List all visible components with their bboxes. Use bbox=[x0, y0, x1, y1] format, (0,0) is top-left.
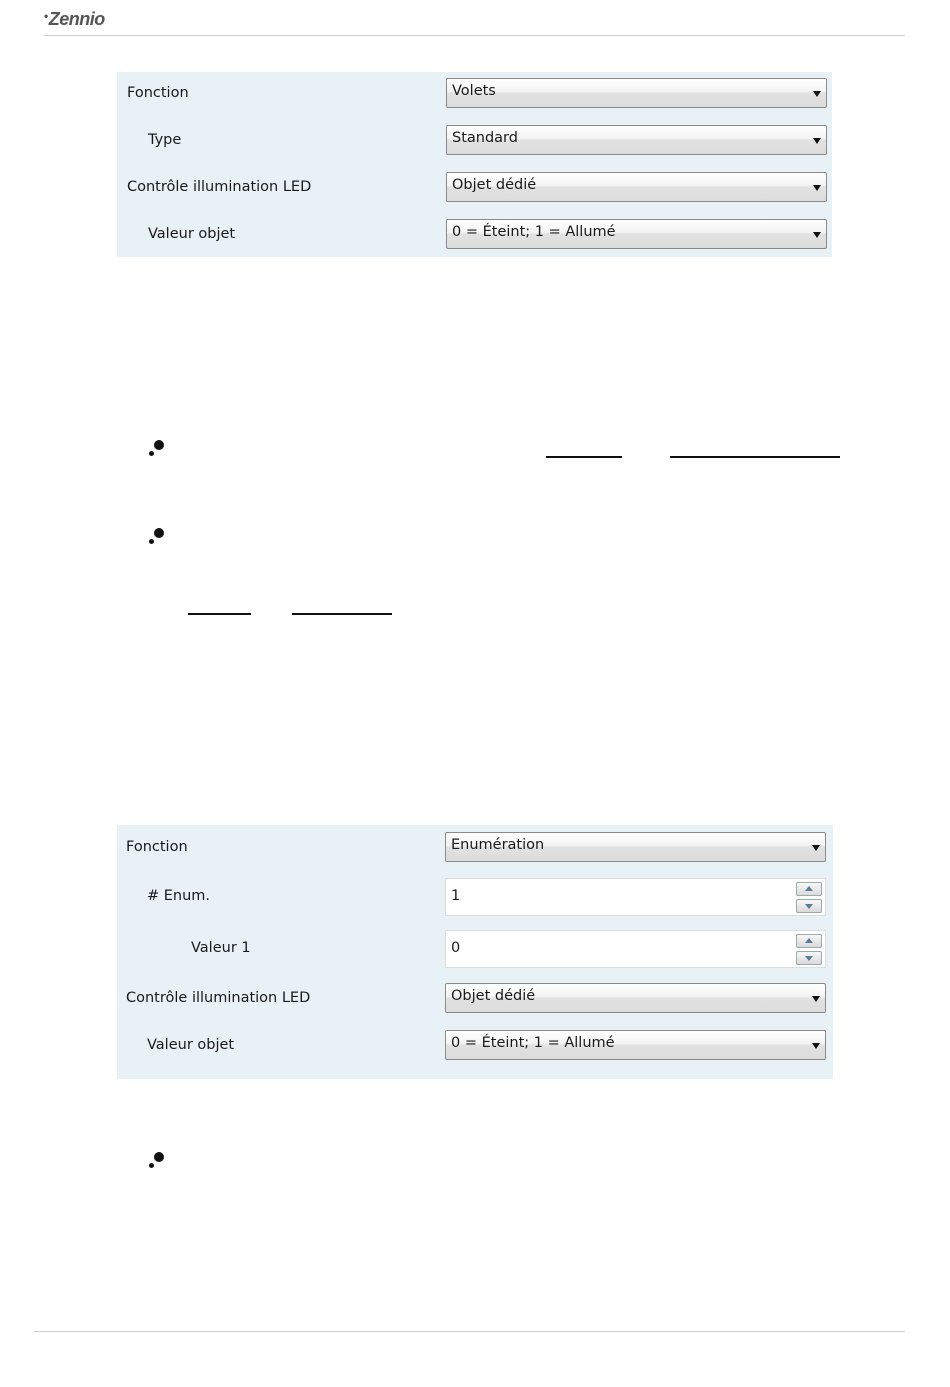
object-value-value: 0 = Éteint; 1 = Allumé bbox=[452, 224, 616, 240]
increment-button[interactable] bbox=[796, 882, 822, 896]
function-dropdown[interactable] bbox=[446, 78, 827, 108]
underline-mark bbox=[188, 613, 251, 615]
bullet-icon bbox=[148, 440, 168, 460]
bullet-icon bbox=[148, 528, 168, 548]
led-control-dropdown[interactable] bbox=[446, 172, 827, 202]
led-control-dropdown[interactable] bbox=[445, 983, 826, 1013]
function-value: Volets bbox=[452, 83, 496, 99]
led-control-value: Objet dédié bbox=[452, 177, 537, 193]
chevron-down-icon bbox=[813, 138, 821, 144]
arrow-up-icon bbox=[805, 886, 813, 891]
object-value-label: Valeur objet bbox=[148, 226, 236, 242]
function-label: Fonction bbox=[127, 85, 189, 101]
chevron-down-icon bbox=[813, 232, 821, 238]
footer-divider bbox=[34, 1331, 905, 1332]
arrow-down-icon bbox=[805, 904, 813, 909]
function-label: Fonction bbox=[126, 839, 188, 855]
object-value-dropdown[interactable] bbox=[446, 219, 827, 249]
led-control-value: Objet dédié bbox=[451, 988, 536, 1004]
object-value-label: Valeur objet bbox=[147, 1037, 235, 1053]
led-control-label: Contrôle illumination LED bbox=[126, 990, 311, 1006]
object-value-dropdown[interactable] bbox=[445, 1030, 826, 1060]
value-1-value: 0 bbox=[451, 940, 461, 956]
decrement-button[interactable] bbox=[796, 899, 822, 913]
enum-count-label: # Enum. bbox=[147, 888, 211, 904]
parameter-panel-enumeration bbox=[117, 825, 833, 1079]
chevron-down-icon bbox=[812, 845, 820, 851]
type-value: Standard bbox=[452, 130, 518, 146]
type-dropdown[interactable] bbox=[446, 125, 827, 155]
led-control-label: Contrôle illumination LED bbox=[127, 179, 312, 195]
chevron-down-icon bbox=[813, 91, 821, 97]
underline-mark bbox=[670, 456, 840, 458]
header-divider bbox=[44, 35, 905, 36]
function-dropdown[interactable] bbox=[445, 832, 826, 862]
increment-button[interactable] bbox=[796, 934, 822, 948]
zennio-logo: •Zennio bbox=[44, 9, 105, 29]
value-1-label: Valeur 1 bbox=[191, 940, 251, 956]
enum-count-stepper[interactable] bbox=[445, 878, 826, 916]
arrow-down-icon bbox=[805, 956, 813, 961]
value-1-stepper[interactable] bbox=[445, 930, 826, 968]
enum-count-value: 1 bbox=[451, 888, 461, 904]
decrement-button[interactable] bbox=[796, 951, 822, 965]
arrow-up-icon bbox=[805, 938, 813, 943]
underline-mark bbox=[546, 456, 622, 458]
chevron-down-icon bbox=[812, 1043, 820, 1049]
underline-mark bbox=[292, 613, 392, 615]
chevron-down-icon bbox=[812, 996, 820, 1002]
type-label: Type bbox=[148, 132, 182, 148]
parameter-panel-shutters bbox=[117, 72, 832, 257]
chevron-down-icon bbox=[813, 185, 821, 191]
object-value-value: 0 = Éteint; 1 = Allumé bbox=[451, 1035, 615, 1051]
bullet-icon bbox=[148, 1152, 168, 1172]
function-value: Enumération bbox=[451, 837, 545, 853]
